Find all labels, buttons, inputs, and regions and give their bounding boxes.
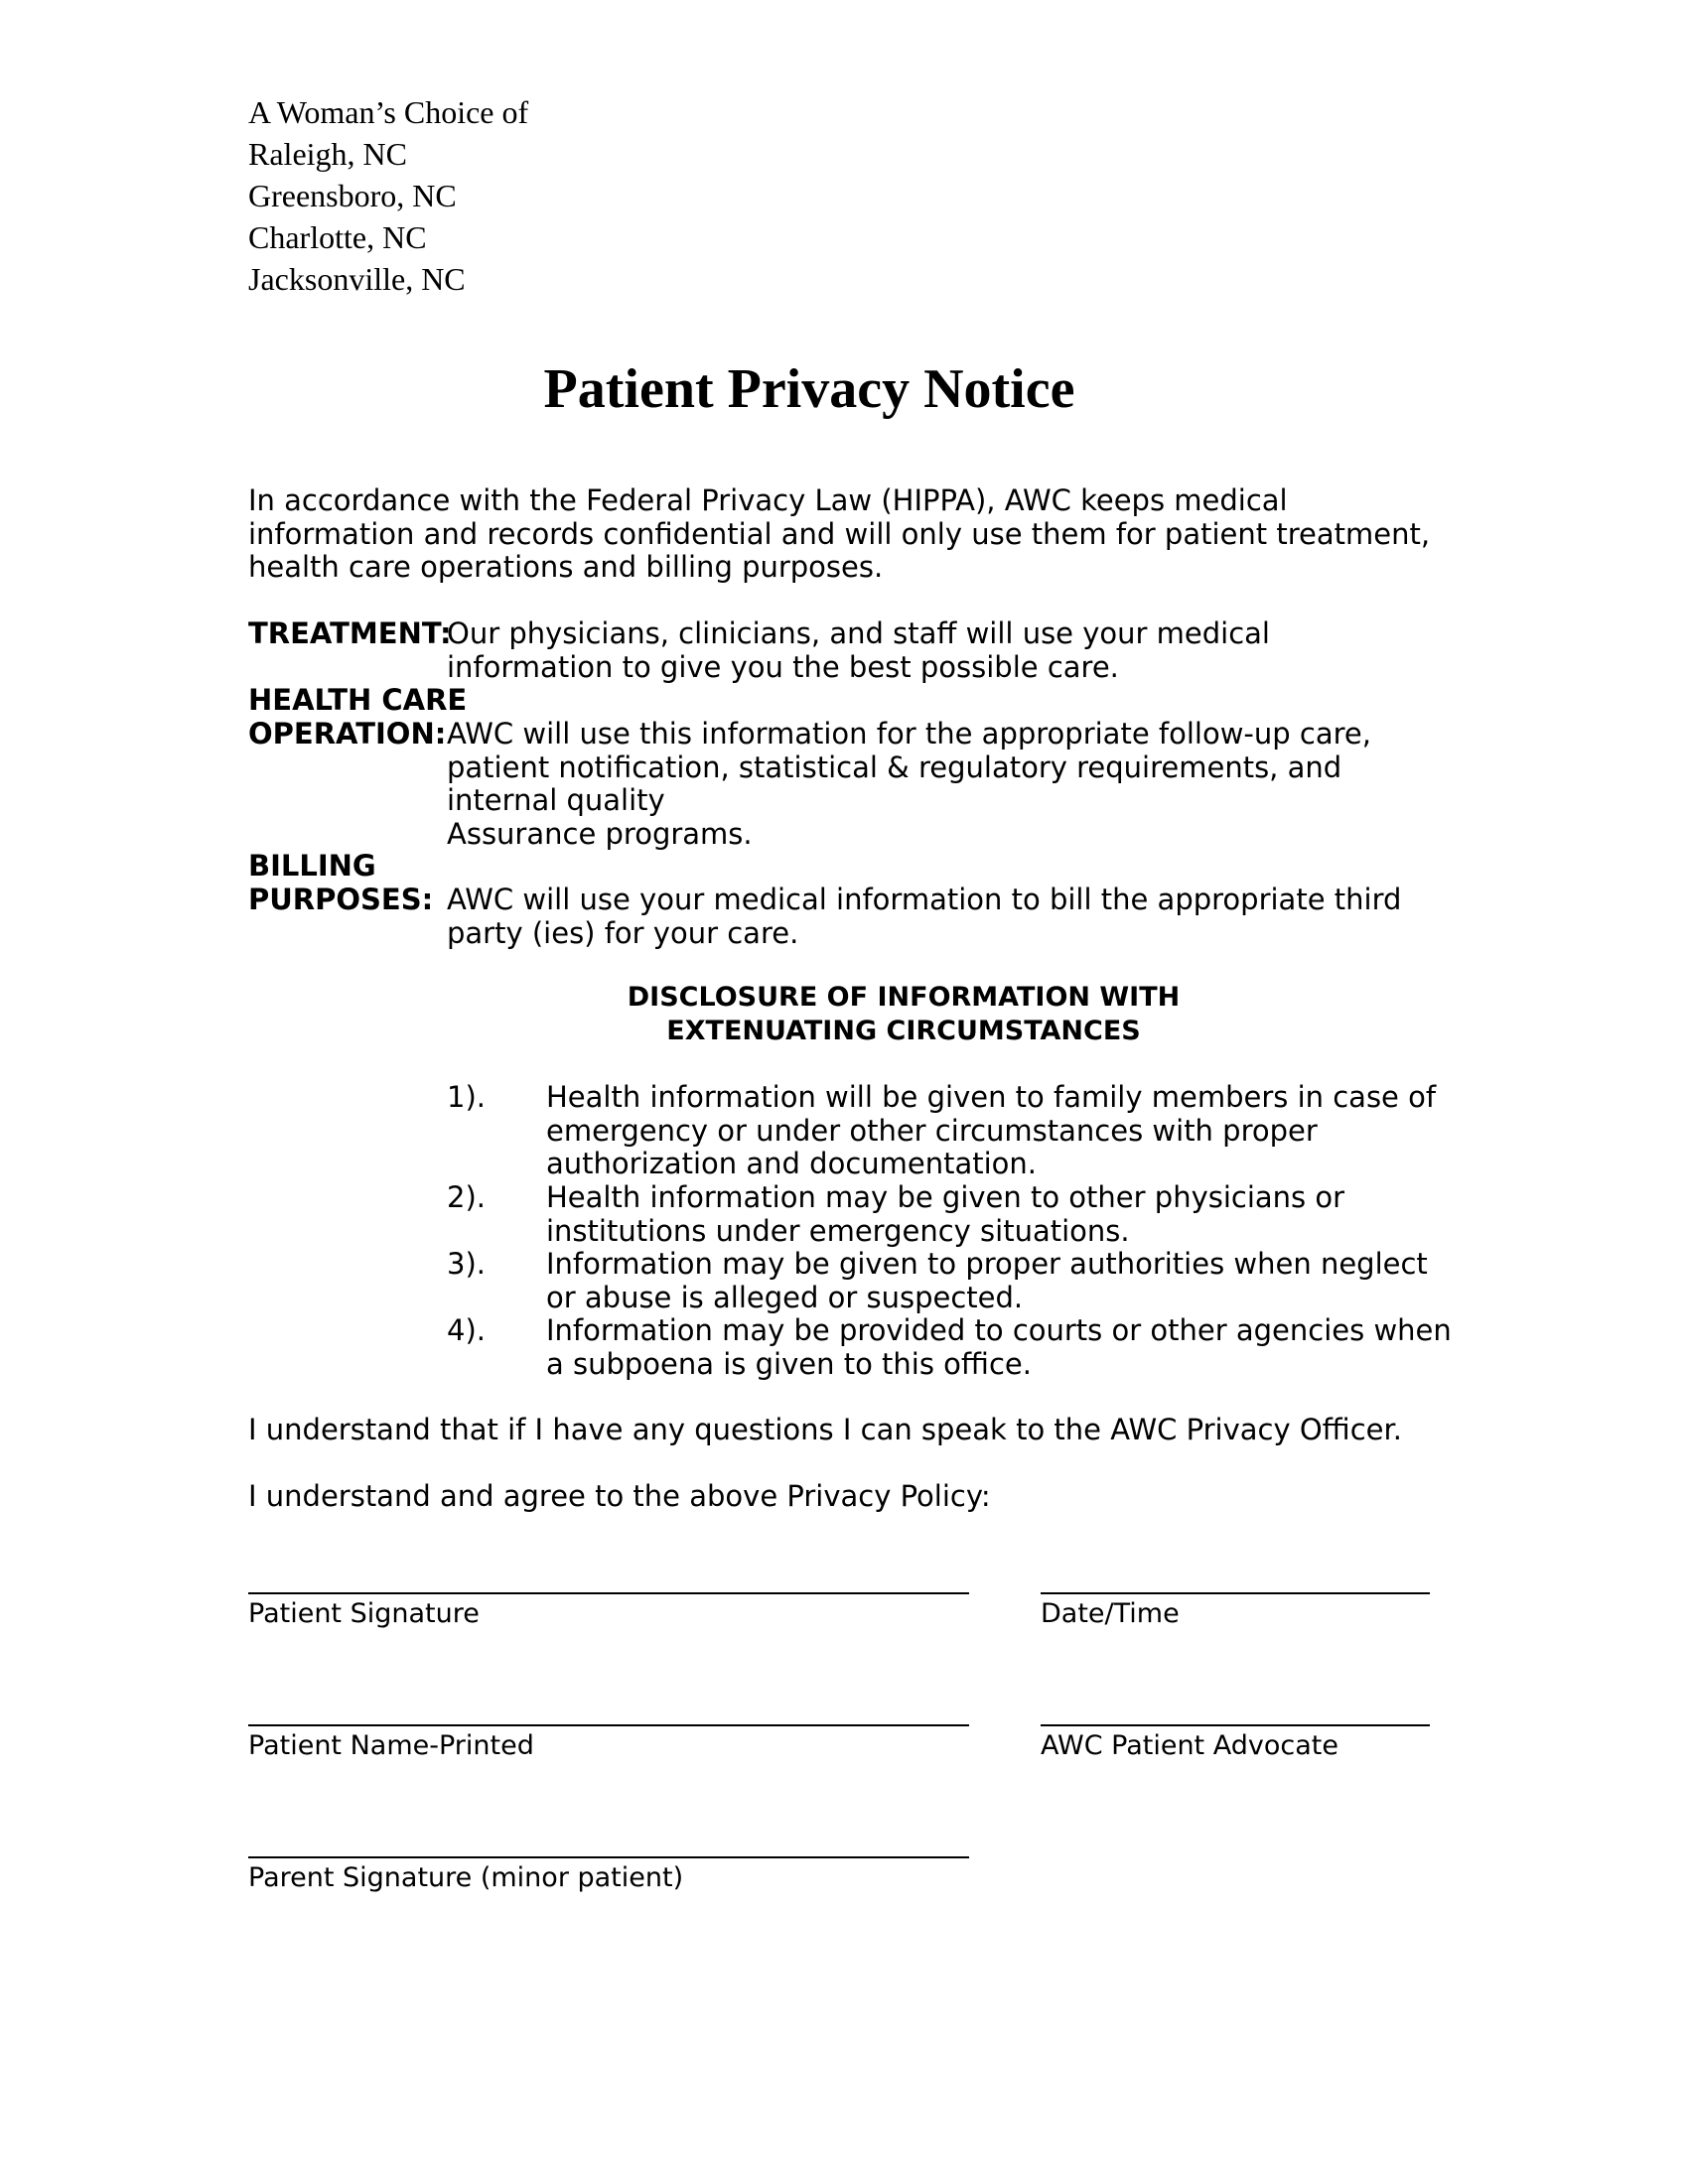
- item-number: 2).: [447, 1180, 486, 1214]
- date-time-label: Date/Time: [1041, 1598, 1180, 1629]
- patient-advocate-label: AWC Patient Advocate: [1041, 1730, 1338, 1761]
- item-number: 1).: [447, 1080, 486, 1114]
- parent-signature-label: Parent Signature (minor patient): [248, 1862, 684, 1893]
- date-time-line[interactable]: [1041, 1592, 1430, 1594]
- treatment-term: TREATMENT:: [248, 616, 452, 650]
- location-jacksonville: Jacksonville, NC: [248, 261, 466, 297]
- privacy-officer-statement: I understand that if I have any questions I can speak to the AWC Privacy Officer.: [248, 1413, 1402, 1446]
- treatment-description: Our physicians, clinicians, and staff will use your medical information to give you the best possible care.: [447, 616, 1270, 684]
- clinic-name: A Woman’s Choice of: [248, 94, 529, 130]
- location-raleigh: Raleigh, NC: [248, 136, 407, 172]
- billing-description: AWC will use your medical information to bill the appropriate third party (ies) for your care.: [447, 883, 1402, 950]
- item-text: Information may be given to proper authorities when neglect or abuse is alleged or suspected.: [546, 1247, 1428, 1314]
- patient-name-label: Patient Name-Printed: [248, 1730, 534, 1761]
- billing-term: BILLING PURPOSES:: [248, 849, 434, 916]
- disclosure-heading: DISCLOSURE OF INFORMATION WITH EXTENUATING CIRCUMSTANCES: [627, 982, 1181, 1046]
- intro-paragraph: In accordance with the Federal Privacy Law (HIPPA), AWC keeps medical information and records confidential and will only use them for patient treatment, health care operations and billing purposes.: [248, 483, 1431, 584]
- patient-signature-line[interactable]: [248, 1592, 969, 1594]
- clinic-header: [248, 91, 528, 300]
- operation-term: HEALTH CARE OPERATION:: [248, 683, 468, 751]
- patient-signature-label: Patient Signature: [248, 1598, 480, 1629]
- item-number: 4).: [447, 1313, 486, 1347]
- agreement-statement: I understand and agree to the above Privacy Policy:: [248, 1479, 991, 1513]
- page-title: Patient Privacy Notice: [543, 358, 1075, 420]
- parent-signature-line[interactable]: [248, 1856, 969, 1858]
- location-greensboro: Greensboro, NC: [248, 178, 457, 213]
- location-charlotte: Charlotte, NC: [248, 219, 427, 255]
- item-text: Health information may be given to other physicians or institutions under emergency situations.: [546, 1180, 1345, 1248]
- item-text: Health information will be given to family members in case of emergency or under other circumstances with proper authorization and documentation.: [546, 1080, 1437, 1180]
- item-number: 3).: [447, 1247, 486, 1281]
- patient-name-line[interactable]: [248, 1724, 969, 1726]
- patient-advocate-line[interactable]: [1041, 1724, 1430, 1726]
- operation-description: AWC will use this information for the appropriate follow-up care, patient notification, statistical & regulatory requirements, and internal quality Assurance programs.: [447, 717, 1371, 851]
- item-text: Information may be provided to courts or other agencies when a subpoena is given to this office.: [546, 1313, 1452, 1381]
